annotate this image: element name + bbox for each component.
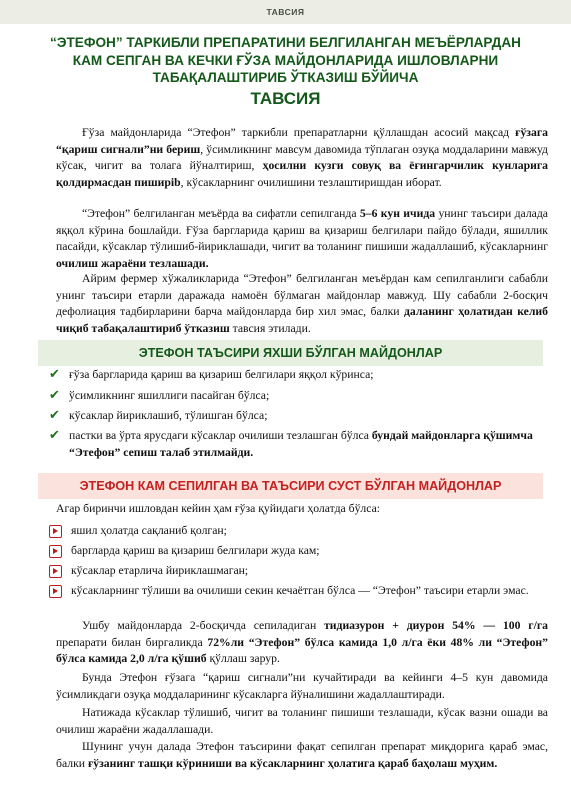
- bold-text: очилиш жараёни тезлашади.: [56, 256, 209, 270]
- text: “Этефон” белгиланган меъёрда ва сифатли сепилганда: [82, 207, 360, 220]
- list-item: [49, 583, 549, 600]
- text: унинг таъсири далада яққол кўрина бошлайди. Ғўза баргларида қариш ва қизариш белгилари пайдо бўлади, яшиллик пасайди, кўсаклар тўлишиб-йириклашади, чигит ва толанинг пишиши жадаллашиб, кўсакларнинг: [56, 207, 548, 254]
- header-label: ТАВСИЯ: [266, 7, 305, 17]
- list-item-text: [69, 428, 549, 461]
- bold-text: ғўзанинг ташқи кўриниши ва кўсакларнинг ҳолатига қараб баҳолаш муҳим.: [87, 756, 498, 770]
- list-item: [49, 388, 549, 405]
- check-icon: ✔: [49, 388, 60, 403]
- document-subtitle: ТАВСИЯ: [250, 89, 321, 108]
- play-icon: [49, 545, 62, 558]
- bold-text: ғўзага “қариш сигнали”ни бериш: [56, 126, 548, 156]
- document-title: “ЭТЕФОН” ТАРКИБЛИ ПРЕПАРАТИНИ БЕЛГИЛАНГАН МЕЪЁРЛАРДАН КАМ СЕПГАН ВА КЕЧКИ ҒЎЗА МАЙДОНЛАРИДА ИШЛОВЛАРНИ ТАБАҚАЛАШТИРИБ ЎТКАЗИШ БЎЙИЧА: [50, 35, 521, 85]
- weak-section-heading-band: [38, 473, 543, 499]
- bold-text: тидиазурон + диурон 54% — 100 г/га: [324, 619, 548, 632]
- paragraph-conclusion: [56, 739, 548, 772]
- play-icon: [49, 565, 62, 578]
- text: препарати билан биргаликда: [56, 635, 208, 649]
- paragraph-signal: Бунда Этефон ғўзага “қариш сигнали”ни кучайтиради ва кейинги 4–5 кун давомида ўсимликдаги озуқа моддаларининг кўсакларга йўналишини жадаллаштиради.: [56, 671, 548, 701]
- list-item: [49, 367, 549, 384]
- list-item: [49, 428, 549, 461]
- check-icon: ✔: [49, 408, 60, 423]
- text: , ўсимликнинг мавсум давомида тўплаган озуқа моддаларини мавжуд кўсак, чигит ва толага йўналтириш,: [56, 142, 549, 173]
- text: , кўсакларнинг очилишини тезлаштиришдан иборат.: [180, 175, 442, 189]
- list-item: [49, 563, 549, 580]
- text: қўллаш зарур.: [206, 652, 280, 666]
- text: тавсия этилади.: [229, 321, 311, 335]
- weak-section-heading: ЭТЕФОН КАМ СЕПИЛГАН ВА ТАЪСИРИ СУСТ БЎЛГАН МАЙДОНЛАР: [79, 479, 502, 493]
- bold-text: 5–6 кун ичида: [359, 207, 436, 220]
- bold-text: даланинг ҳолатидан келиб чиқиб табақалаштириб ўтказиш: [56, 305, 548, 335]
- list-item-text: ғўза баргларида қариш ва қизариш белгилари яққол кўринса;: [69, 368, 374, 381]
- paragraph-dosage: [56, 618, 548, 668]
- list-item: [49, 408, 549, 425]
- check-icon: ✔: [49, 428, 60, 443]
- list-item-text: ўсимликнинг яшиллиги пасайган бўлса;: [69, 389, 270, 402]
- text: Шунинг учун далада Этефон таъсирини фақат сепилган препарат миқдорига қараб эмас, балки: [56, 740, 548, 770]
- list-item-text: кўсаклар етарлича йириклашмаган;: [71, 564, 249, 577]
- bold-text: ҳосилни кузги совуқ ва ёғингарчилик кунларига қолдирмасдан пиширib: [56, 159, 549, 189]
- good-section-heading-band: [38, 340, 543, 366]
- play-icon: [49, 525, 62, 538]
- play-icon: [49, 585, 62, 598]
- paragraph-recommendation: [56, 271, 548, 337]
- list-item-text: кўсакларнинг тўлиши ва очилиши секин кечаётган бўлса — “Этефон” таъсири етарли эмас.: [71, 584, 529, 597]
- check-icon: ✔: [49, 367, 60, 382]
- paragraph-purpose: [56, 125, 548, 191]
- paragraph-effect: [56, 206, 548, 272]
- good-section-heading: ЭТЕФОН ТАЪСИРИ ЯХШИ БЎЛГАН МАЙДОНЛАР: [138, 346, 443, 360]
- text: Айрим фермер хўжаликларида “Этефон” белгиланган меъёрдан кам сепилганлиги сабабли унинг таъсири етарли даражада намоён бўлмаган майдонлар мавжуд. Шу сабабли 2-босқич дефолиация тадбирларини барча майдонларда бир хил эмас, балки: [56, 272, 548, 319]
- bold-text: бундай майдонларга қўшимча “Этефон” сепиш талаб этилмайди.: [69, 429, 533, 459]
- text: Ушбу майдонларда 2-босқичда сепиладиган: [82, 619, 325, 632]
- list-item-text: баргларда қариш ва қизариш белгилари жуда кам;: [71, 544, 320, 557]
- text: пастки ва ўрта ярусдаги кўсаклар очилиши тезлашган бўлса: [69, 429, 372, 442]
- list-item-text: яшил ҳолатда сақланиб қолган;: [71, 524, 227, 537]
- list-item: [49, 523, 549, 540]
- bold-text: 72%ли “Этефон” бўлса камида 1,0 л/га ёки 48% ли “Этефон” бўлса камида 2,0 л/га қўшиб: [56, 635, 548, 666]
- list-item-text: кўсаклар йириклашиб, тўлишган бўлса;: [69, 409, 268, 422]
- paragraph-result: Натижада кўсаклар тўлишиб, чигит ва толанинг пишиши тезлашади, кўсак вазни ошади ва очилиш жараёни жадаллашади.: [56, 706, 548, 736]
- header-bar: [0, 0, 571, 24]
- list-item: [49, 543, 549, 560]
- text: Ғўза майдонларида “Этефон” таркибли препаратларни қўллашдан асосий мақсад: [82, 126, 516, 139]
- weak-section-intro: Агар биринчи ишловдан кейин ҳам ғўза қуйидаги ҳолатда бўлса:: [56, 502, 381, 515]
